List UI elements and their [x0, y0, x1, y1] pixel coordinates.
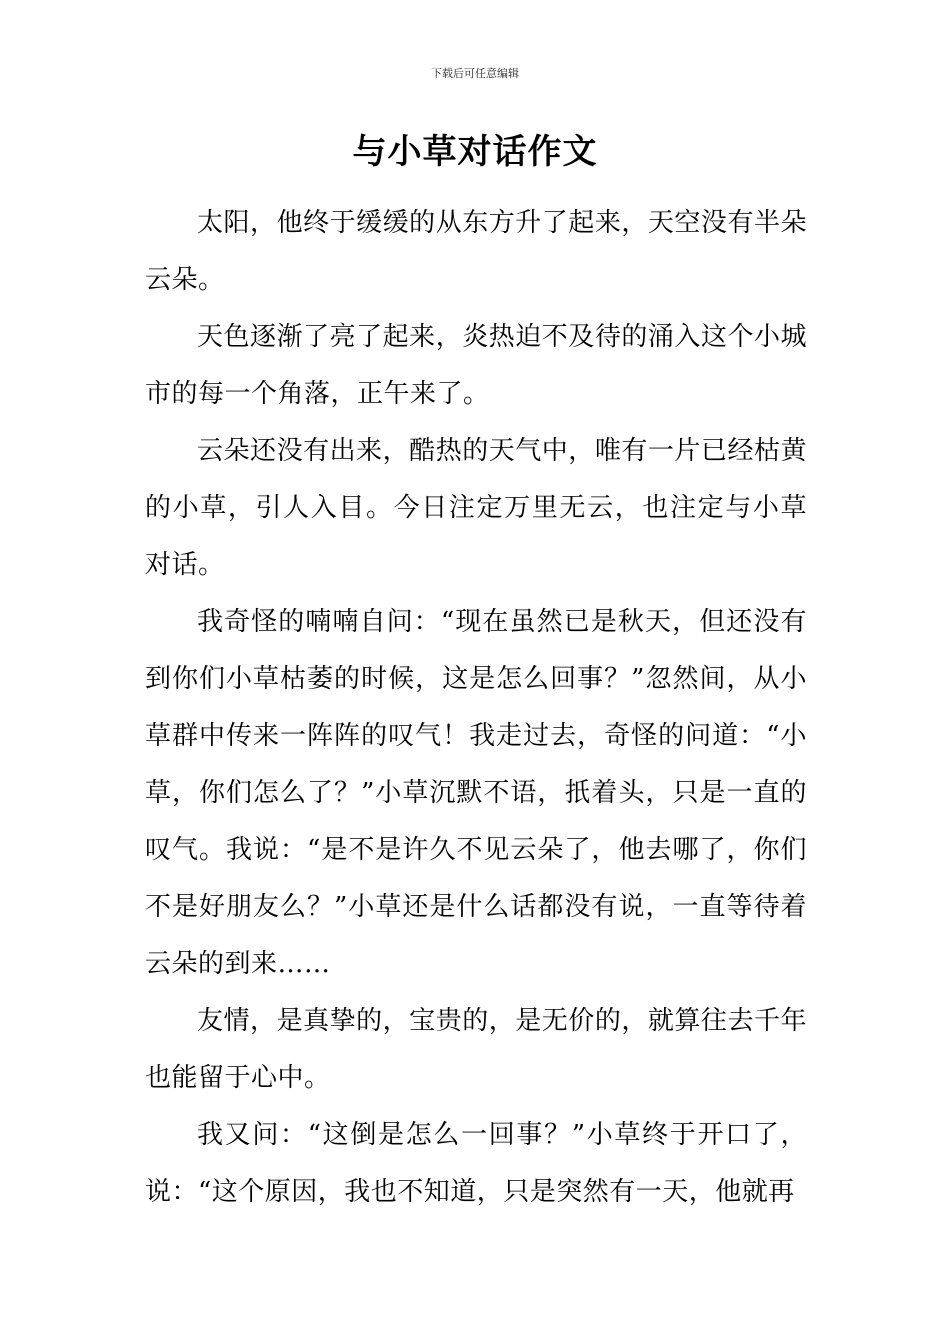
- document-title: 与小草对话作文: [352, 132, 598, 172]
- header-note: 下载后可任意编辑: [431, 67, 519, 80]
- paragraph: 云朵还没有出来，酷热的天气中，唯有一片已经枯黄的小草，引人入目。今日注定万里无云，也注定与小草对话。: [145, 436, 807, 580]
- paragraph: 友情，是真挚的，宝贵的，是无价的，就算往去千年也能留于心中。: [145, 1006, 807, 1093]
- paragraph: 我又问：“这倒是怎么一回事？”小草终于开口了，说：“这个原因，我也不知道，只是突然有一天，他就再: [145, 1120, 807, 1207]
- paragraph: 太阳，他终于缓缓的从东方升了起来，天空没有半朵云朵。: [145, 208, 807, 295]
- paragraph: 天色逐渐了亮了起来，炎热迫不及待的涌入这个小城市的每一个角落，正午来了。: [145, 322, 807, 409]
- paragraph: 我奇怪的喃喃自问：“现在虽然已是秋天，但还没有到你们小草枯萎的时候，这是怎么回事？”忽然间，从小草群中传来一阵阵的叹气！我走过去，奇怪的问道：“小草，你们怎么了？”小草沉默不语，扺着头，只是一直的叹气。我说：“是不是许久不见云朵了，他去哪了，你们不是好朋友么？”小草还是什么话都没有说，一直等待着云朵的到来……: [145, 607, 807, 979]
- document-body: [145, 195, 807, 1221]
